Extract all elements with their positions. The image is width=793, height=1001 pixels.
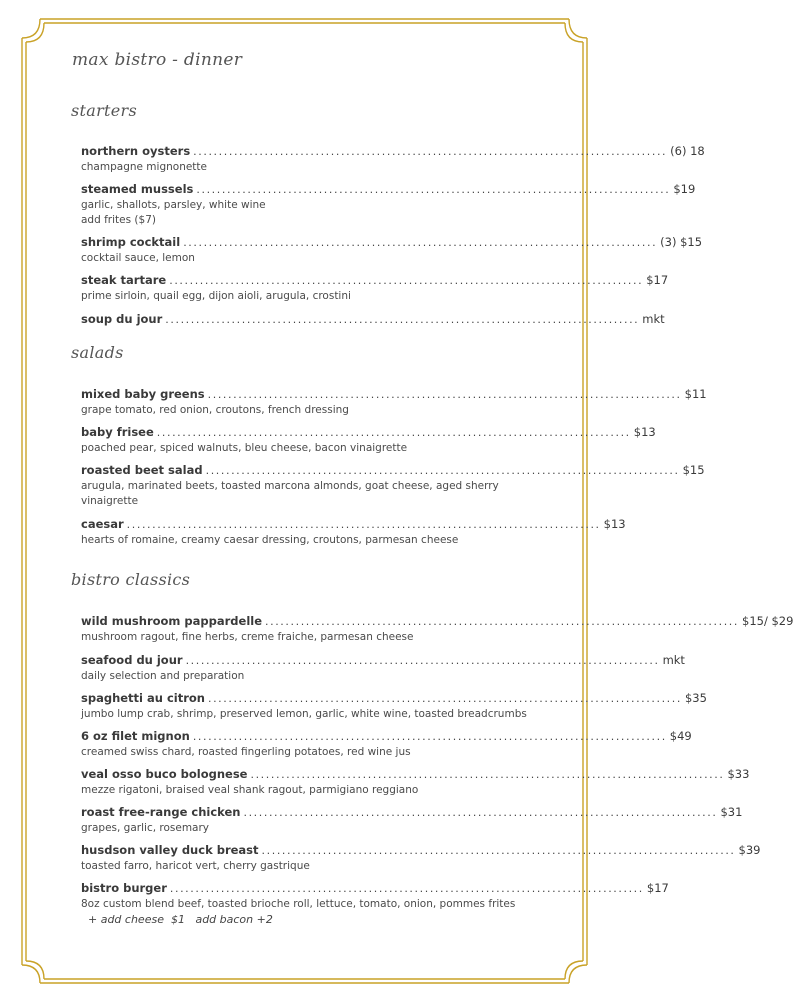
- dot-leader: .............................................................................................: [169, 882, 644, 895]
- dot-leader: .............................................................................................: [265, 615, 739, 628]
- section-title-salads: salads: [71, 343, 124, 362]
- menu-item: [81, 425, 656, 456]
- item-name: 6 oz filet mignon: [81, 729, 190, 743]
- item-price: $39: [738, 843, 761, 857]
- section-title-starters: starters: [71, 101, 137, 120]
- item-name: wild mushroom pappardelle: [81, 614, 263, 628]
- menu-item: [81, 691, 707, 722]
- dot-leader: .............................................................................................: [192, 730, 667, 743]
- menu-item: [81, 387, 707, 418]
- dot-leader: .............................................................................................: [207, 388, 682, 401]
- menu-item: [81, 182, 696, 228]
- item-price: $49: [669, 729, 692, 743]
- item-name: husdson valley duck breast: [81, 843, 259, 857]
- item-price: $13: [633, 425, 656, 439]
- item-price: $15/ $29: [742, 614, 793, 628]
- item-price: mkt: [662, 653, 685, 667]
- section-title-bistro-classics: bistro classics: [71, 570, 191, 589]
- menu-item: [81, 653, 685, 684]
- item-price: $33: [727, 767, 750, 781]
- item-description: mushroom ragout, fine herbs, creme fraiche, parmesan cheese: [81, 631, 414, 643]
- item-name: bistro burger: [81, 881, 167, 895]
- item-name: spaghetti au citron: [81, 691, 205, 705]
- dot-leader: .............................................................................................: [169, 274, 644, 287]
- item-price: $11: [684, 387, 707, 401]
- item-description: mezze rigatoni, braised veal shank ragout, parmigiano reggiano: [81, 784, 419, 796]
- item-description: daily selection and preparation: [81, 670, 245, 682]
- item-price: $15: [682, 463, 705, 477]
- item-description: champagne mignonette: [81, 161, 208, 173]
- menu-item: [81, 235, 703, 266]
- dot-leader: .............................................................................................: [126, 518, 601, 531]
- dot-leader: .............................................................................................: [243, 806, 718, 819]
- item-name: mixed baby greens: [81, 387, 205, 401]
- item-name: soup du jour: [81, 312, 163, 326]
- item-name: northern oysters: [81, 144, 191, 158]
- item-price: mkt: [642, 312, 665, 326]
- item-name: baby frisee: [81, 425, 154, 439]
- menu-item: [81, 843, 761, 874]
- item-price: $17: [646, 881, 669, 895]
- item-description: garlic, shallots, parsley, white wine: [81, 199, 266, 211]
- item-description: creamed swiss chard, roasted fingerling potatoes, red wine jus: [81, 746, 411, 758]
- dot-leader: .............................................................................................: [185, 654, 660, 667]
- item-name: veal osso buco bolognese: [81, 767, 248, 781]
- item-name: roast free-range chicken: [81, 805, 241, 819]
- menu-item: [81, 881, 669, 927]
- dot-leader: .............................................................................................: [250, 768, 725, 781]
- dot-leader: .............................................................................................: [205, 464, 680, 477]
- item-description: 8oz custom blend beef, toasted brioche roll, lettuce, tomato, onion, pommes frites: [81, 898, 516, 910]
- item-description: grape tomato, red onion, croutons, french dressing: [81, 404, 349, 416]
- item-name: shrimp cocktail: [81, 235, 181, 249]
- item-price: $13: [603, 517, 626, 531]
- item-addons: + add cheese $1 add bacon +2: [88, 913, 273, 926]
- menu-item: [81, 729, 692, 760]
- item-name: roasted beet salad: [81, 463, 203, 477]
- dot-leader: .............................................................................................: [196, 183, 671, 196]
- item-description: prime sirloin, quail egg, dijon aioli, arugula, crostini: [81, 290, 351, 302]
- item-description: hearts of romaine, creamy caesar dressing, croutons, parmesan cheese: [81, 534, 459, 546]
- menu-title: max bistro - dinner: [72, 50, 243, 70]
- dot-leader: .............................................................................................: [261, 844, 736, 857]
- menu-item: [81, 517, 626, 548]
- menu-item: [81, 614, 793, 645]
- item-description: poached pear, spiced walnuts, bleu cheese, bacon vinaigrette: [81, 442, 408, 454]
- menu-item: [81, 144, 705, 175]
- item-price: $31: [720, 805, 743, 819]
- item-description: grapes, garlic, rosemary: [81, 822, 210, 834]
- item-name: caesar: [81, 517, 124, 531]
- item-price: $17: [646, 273, 669, 287]
- item-price: $35: [684, 691, 707, 705]
- dot-leader: .............................................................................................: [183, 236, 658, 249]
- dot-leader: .............................................................................................: [207, 692, 682, 705]
- menu-item: [81, 273, 669, 304]
- item-addon-note: add frites ($7): [81, 214, 156, 226]
- menu-item: [81, 312, 665, 328]
- item-price: $19: [673, 182, 696, 196]
- menu-item: [81, 463, 705, 509]
- menu-item: [81, 805, 743, 836]
- item-name: steamed mussels: [81, 182, 194, 196]
- item-name: seafood du jour: [81, 653, 183, 667]
- item-description: jumbo lump crab, shrimp, preserved lemon, garlic, white wine, toasted breadcrumbs: [81, 708, 527, 720]
- item-price: (3) $15: [660, 235, 703, 249]
- menu-item: [81, 767, 750, 798]
- item-description: toasted farro, haricot vert, cherry gastrique: [81, 860, 310, 872]
- dot-leader: .............................................................................................: [156, 426, 631, 439]
- dot-leader: .............................................................................................: [165, 313, 640, 326]
- item-description: arugula, marinated beets, toasted marcona almonds, goat cheese, aged sherry vinaigrette: [81, 480, 499, 507]
- dot-leader: .............................................................................................: [193, 145, 668, 158]
- item-name: steak tartare: [81, 273, 167, 287]
- item-price: (6) 18: [670, 144, 705, 158]
- item-description: cocktail sauce, lemon: [81, 252, 195, 264]
